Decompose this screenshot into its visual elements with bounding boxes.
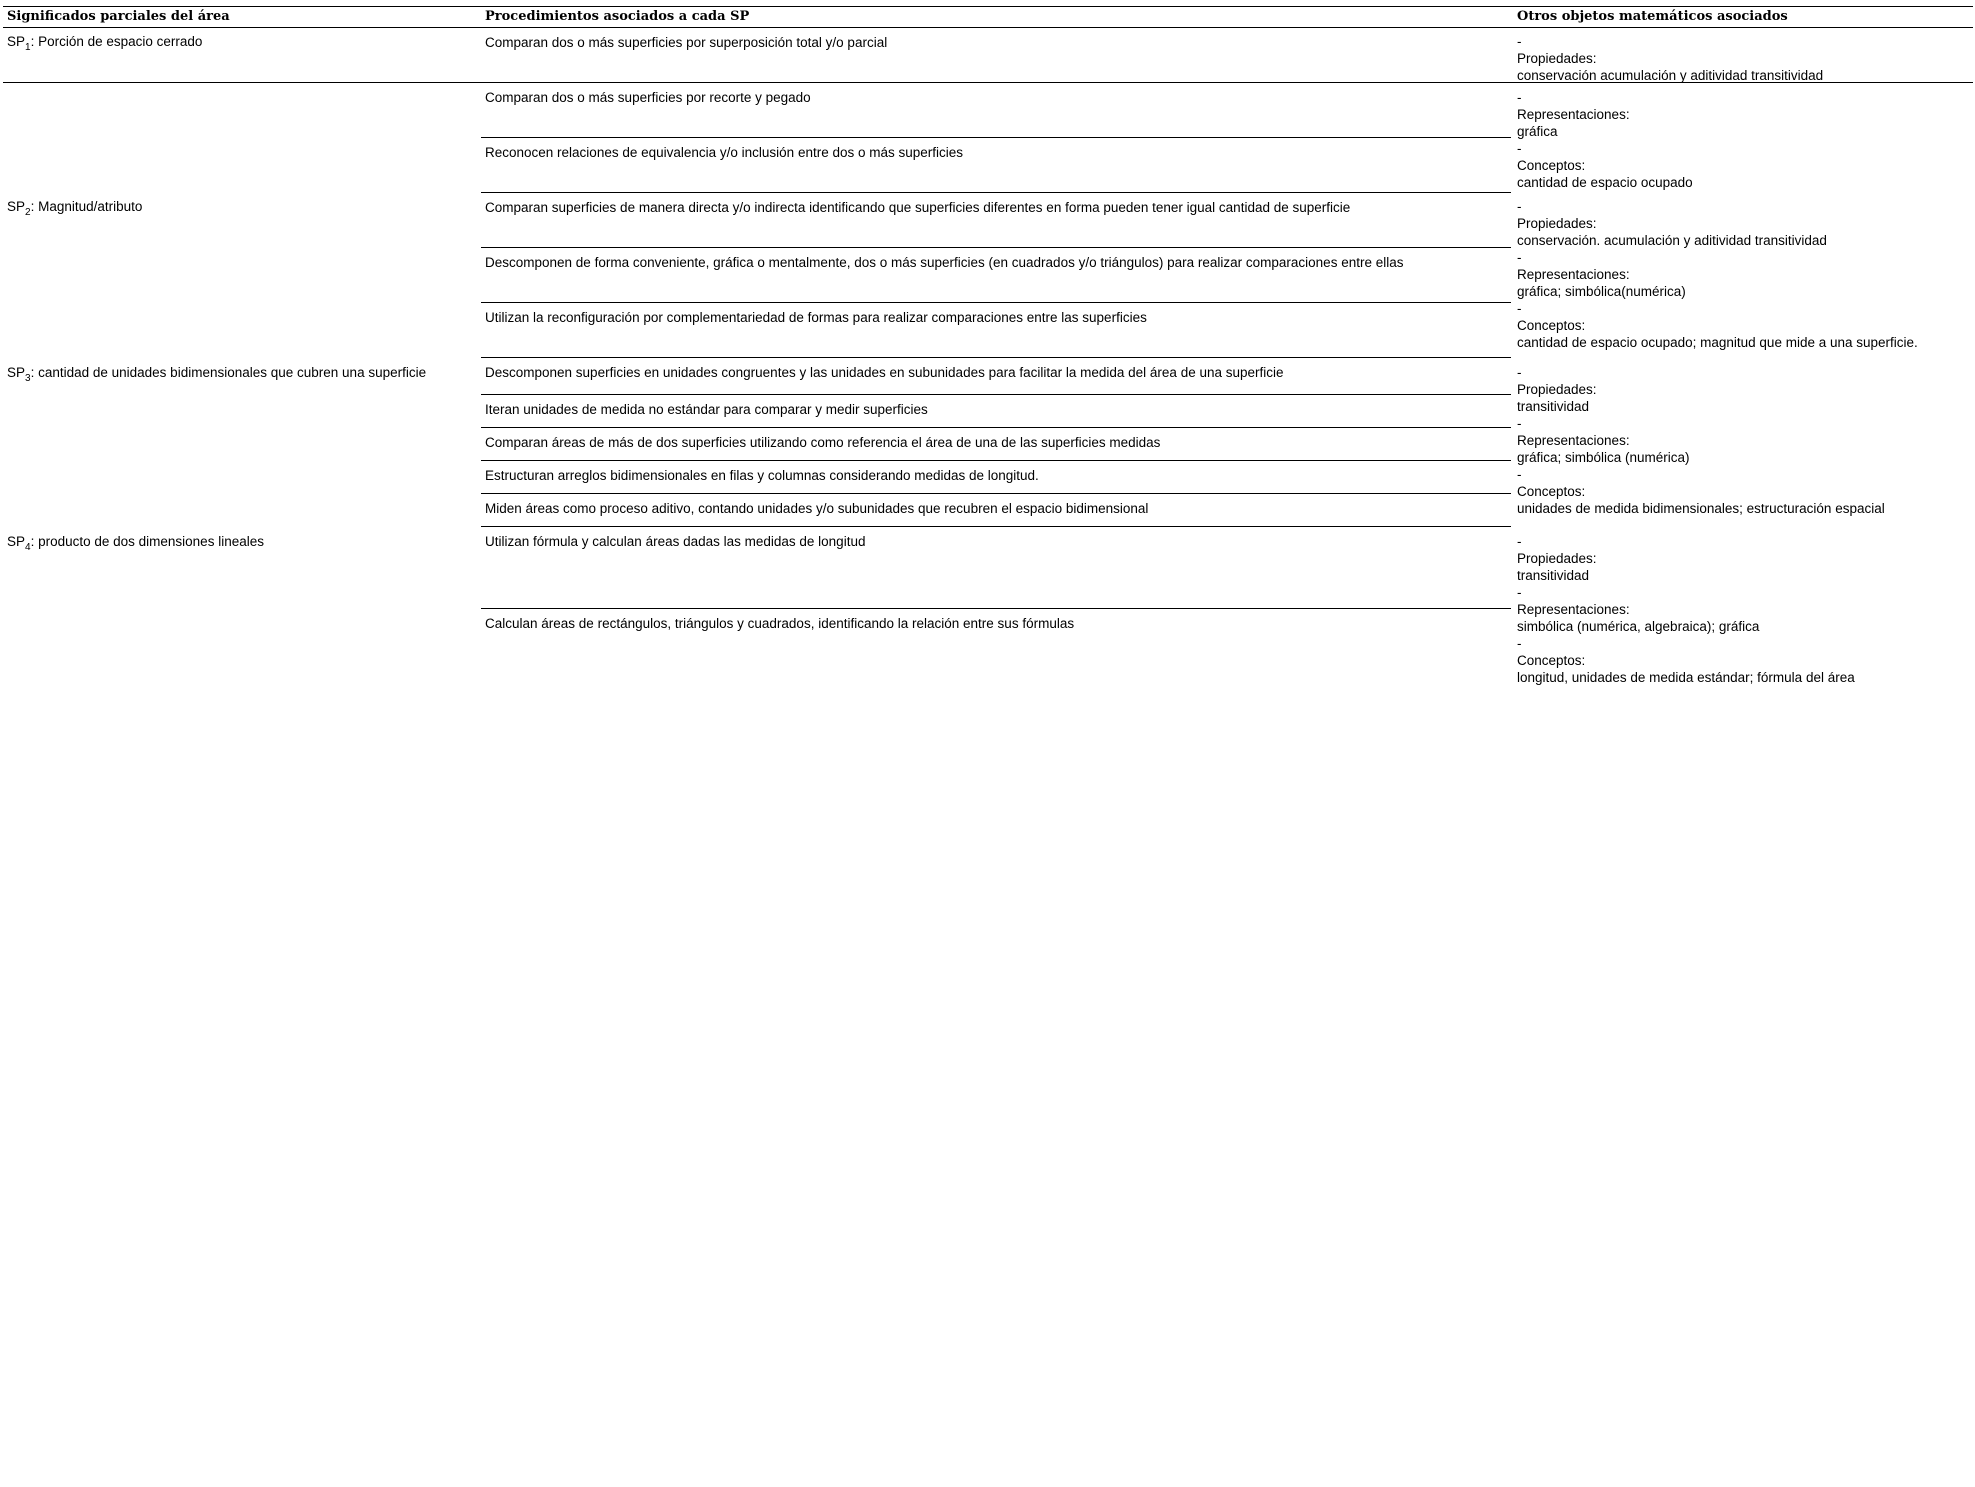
objects-line: - <box>1517 141 1522 156</box>
objects-line: cantidad de espacio ocupado; magnitud que mide a una superficie. <box>1517 335 1918 350</box>
procedure-rule <box>481 302 1511 303</box>
objects-line: simbólica (numérica, algebraica); gráfica <box>1517 619 1760 634</box>
meaning-sp3: $SP_3$: cantidad de unidades bidimensionales que cubren una superficie <box>7 365 427 384</box>
objects-line: conservación. acumulación y aditividad transitividad <box>1517 233 1827 248</box>
procedure-8: Iteran unidades de medida no estándar para comparar y medir superficies <box>485 402 928 417</box>
procedure-rule <box>481 460 1511 461</box>
objects-line: Propiedades: <box>1517 216 1597 231</box>
procedure-9: Comparan áreas de más de dos superficies utilizando como referencia el área de una de las superficies medidas <box>485 435 1161 450</box>
objects-sp2-b <box>1517 198 1918 351</box>
objects-line: Conceptos: <box>1517 484 1586 499</box>
procedure-rule <box>481 137 1511 138</box>
procedure-rule <box>481 608 1511 609</box>
objects-line: - <box>1517 416 1522 431</box>
procedure-rule <box>481 526 1511 527</box>
procedure-12: Utilizan fórmula y calculan áreas dadas las medidas de longitud <box>485 534 866 549</box>
objects-line: unidades de medida bidimensionales; estructuración espacial <box>1517 501 1885 516</box>
objects-line: gráfica; simbólica (numérica) <box>1517 450 1690 465</box>
objects-line: longitud, unidades de medida estándar; fórmula del área <box>1517 670 1855 685</box>
header-otros-objetos: Otros objetos matemáticos asociados <box>1517 9 1788 24</box>
objects-line: Representaciones: <box>1517 433 1630 448</box>
procedure-11: Miden áreas como proceso aditivo, contando unidades y/o subunidades que recubren el espacio bidimensional <box>485 501 1149 516</box>
objects-line: conservación acumulación y aditividad transitividad <box>1517 68 1824 83</box>
objects-line: Representaciones: <box>1517 602 1630 617</box>
procedure-rule <box>481 493 1511 494</box>
procedure-3: Reconocen relaciones de equivalencia y/o inclusión entre dos o más superficies <box>485 145 964 160</box>
procedure-rule <box>481 247 1511 248</box>
procedure-13: Calculan áreas de rectángulos, triángulos y cuadrados, identificando la relación entre sus fórmulas <box>485 616 1075 631</box>
meaning-sp2: $SP_2$: Magnitud/atributo <box>7 199 143 218</box>
objects-line: - <box>1517 199 1522 214</box>
objects-line: transitividad <box>1517 399 1590 414</box>
objects-line: - <box>1517 365 1522 380</box>
objects-line: Propiedades: <box>1517 51 1597 66</box>
objects-line: gráfica <box>1517 124 1558 139</box>
procedure-7: Descomponen superficies en unidades congruentes y las unidades en subunidades para facilitar la medida del área de una superficie <box>485 365 1284 380</box>
objects-line: - <box>1517 585 1522 600</box>
objects-line: - <box>1517 90 1522 105</box>
procedure-5: Descomponen de forma conveniente, gráfica o mentalmente, dos o más superficies (en cuadrados y/o triángulos) para realizar comparaciones entre ellas <box>485 255 1404 270</box>
procedure-rule <box>481 394 1511 395</box>
objects-sp1 <box>1517 33 1823 84</box>
objects-line: Propiedades: <box>1517 382 1597 397</box>
objects-line: Propiedades: <box>1517 551 1597 566</box>
procedure-rule <box>481 192 1511 193</box>
procedure-6: Utilizan la reconfiguración por complementariedad de formas para realizar comparaciones entre las superficies <box>485 310 1147 325</box>
objects-sp4 <box>1517 533 1855 686</box>
header-significados: Significados parciales del área <box>7 9 230 24</box>
objects-line: gráfica; simbólica(numérica) <box>1517 284 1686 299</box>
procedure-10: Estructuran arreglos bidimensionales en filas y columnas considerando medidas de longitud. <box>485 468 1039 483</box>
objects-line: - <box>1517 301 1522 316</box>
objects-line: Representaciones: <box>1517 107 1630 122</box>
objects-line: Conceptos: <box>1517 653 1586 668</box>
objects-line: Conceptos: <box>1517 158 1586 173</box>
procedure-rule <box>481 427 1511 428</box>
objects-line: - <box>1517 534 1522 549</box>
objects-sp3 <box>1517 364 1885 517</box>
objects-line: - <box>1517 250 1522 265</box>
objects-line: cantidad de espacio ocupado <box>1517 175 1693 190</box>
objects-line: Conceptos: <box>1517 318 1586 333</box>
procedure-rule <box>481 357 1511 358</box>
procedure-4: Comparan superficies de manera directa y/o indirecta identificando que superficies diferentes en forma pueden tener igual cantidad de superficie <box>485 200 1351 215</box>
objects-line: - <box>1517 636 1522 651</box>
objects-line: transitividad <box>1517 568 1590 583</box>
header-procedimientos: Procedimientos asociados a cada SP <box>485 9 750 24</box>
meaning-sp4: $SP_4$: producto de dos dimensiones lineales <box>7 534 264 553</box>
procedure-1: Comparan dos o más superficies por superposición total y/o parcial <box>485 35 888 50</box>
meaning-sp1: $SP_1$: Porción de espacio cerrado <box>7 34 203 53</box>
objects-line: - <box>1517 34 1522 49</box>
procedure-2: Comparan dos o más superficies por recorte y pegado <box>485 90 811 105</box>
table-top-rule <box>3 6 1973 7</box>
header-bottom-rule <box>3 27 1973 28</box>
objects-line: - <box>1517 467 1522 482</box>
objects-line: Representaciones: <box>1517 267 1630 282</box>
objects-sp2 <box>1517 89 1693 191</box>
